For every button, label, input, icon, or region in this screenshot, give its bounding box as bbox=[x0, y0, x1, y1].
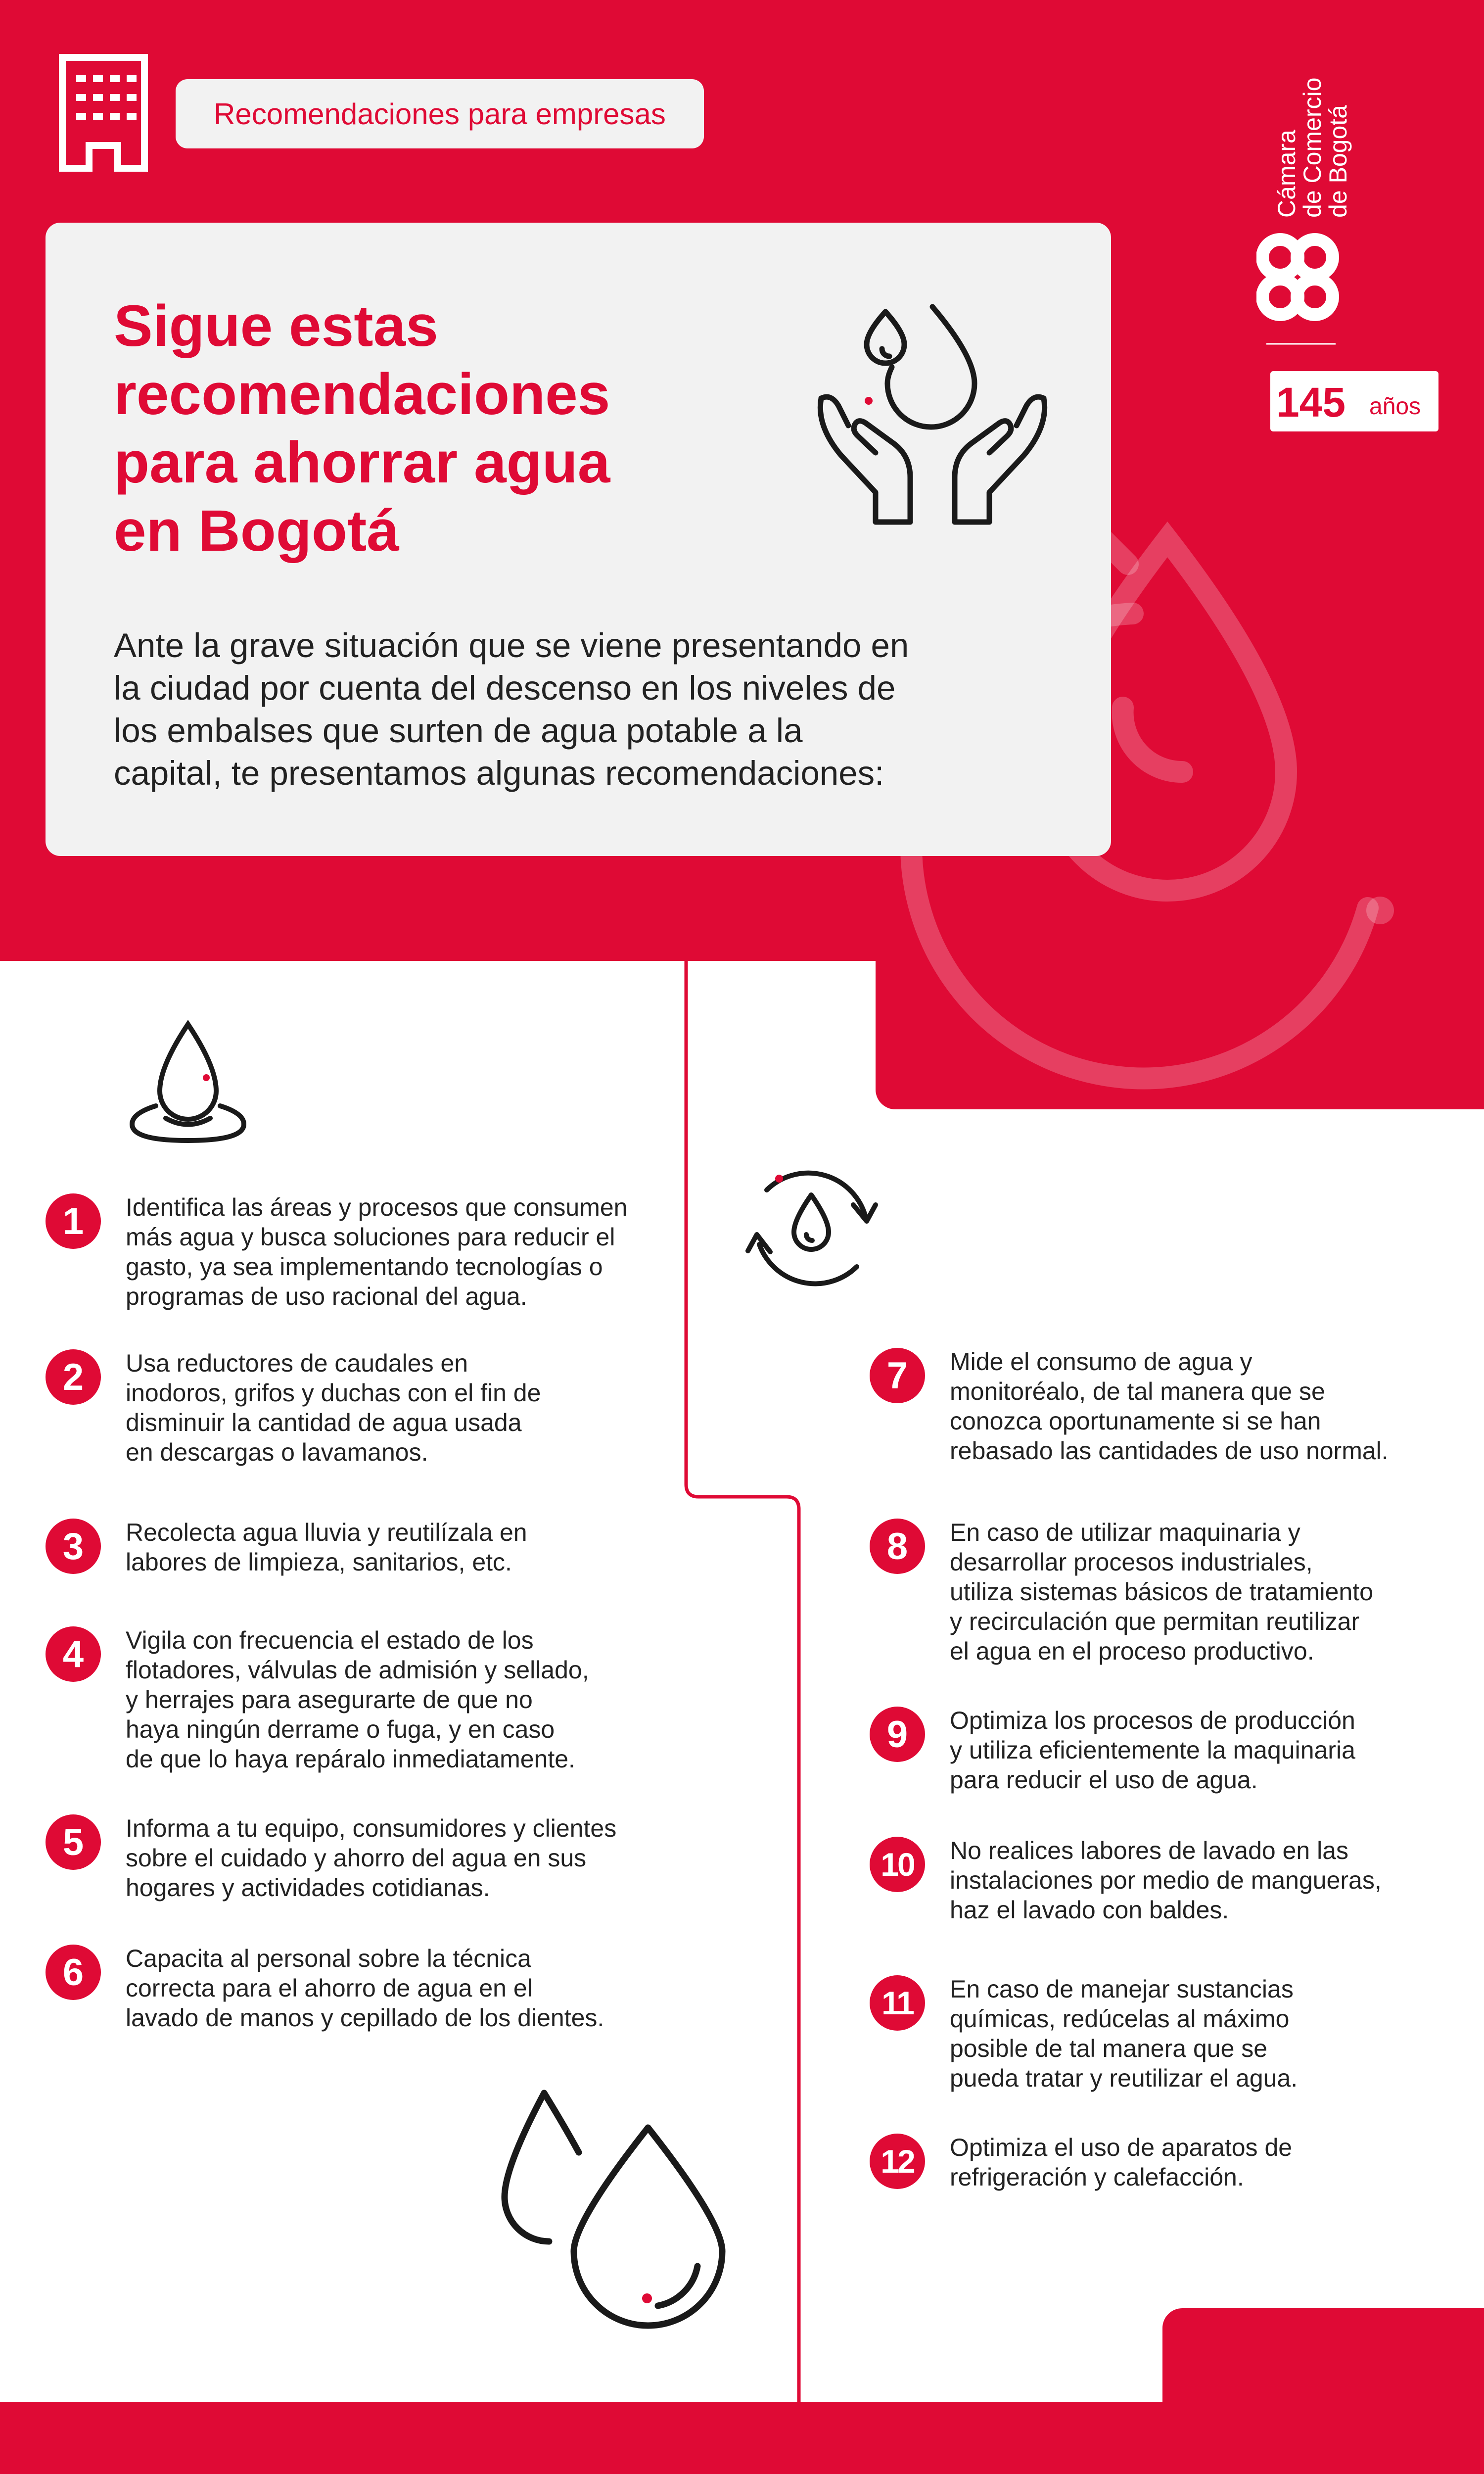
intro-line: capital, te presentamos algunas recomendaciones: bbox=[114, 754, 884, 792]
logo-line-3: de Bogotá bbox=[1324, 105, 1352, 218]
item-number: 6 bbox=[46, 1945, 101, 2000]
title-line: Sigue estas bbox=[114, 293, 438, 359]
title-line: en Bogotá bbox=[114, 498, 399, 564]
item-number: 5 bbox=[46, 1814, 101, 1870]
recommendation-item bbox=[870, 1518, 1463, 1666]
item-number: 11 bbox=[870, 1975, 925, 2031]
item-number: 4 bbox=[46, 1626, 101, 1682]
recommendation-item bbox=[46, 1944, 674, 2033]
category-tag: Recomendaciones para empresas bbox=[176, 79, 704, 148]
item-number: 1 bbox=[46, 1193, 101, 1249]
item-text: Informa a tu equipo, consumidores y clientes sobre el cuidado y ahorro del agua en sus hogares y actividades cotidianas. bbox=[126, 1814, 617, 1902]
item-text: Optimiza los procesos de producción y utiliza eficientemente la maquinaria para reducir el uso de agua. bbox=[950, 1707, 1355, 1794]
recommendation-item bbox=[870, 2133, 1463, 2192]
water-cycle-icon bbox=[742, 1158, 881, 1296]
water-drops-icon bbox=[495, 2078, 732, 2335]
logo-word: años bbox=[1369, 393, 1421, 420]
item-text: Recolecta agua lluvia y reutilízala en labores de limpieza, sanitarios, etc. bbox=[126, 1519, 527, 1576]
water-drop-icon bbox=[126, 1019, 250, 1148]
item-text: Mide el consumo de agua y monitoréalo, de tal manera que se conozca oportunamente si se han rebasado las cantidades de uso normal. bbox=[950, 1348, 1389, 1465]
recommendation-item bbox=[870, 1706, 1463, 1795]
title-line: recomendaciones bbox=[114, 362, 610, 427]
item-number: 2 bbox=[46, 1349, 101, 1405]
item-text: Identifica las áreas y procesos que consumen más agua y busca soluciones para reducir el gasto, ya sea implementando tecnologías o programas de uso racional del agua. bbox=[126, 1193, 628, 1310]
item-text: Vigila con frecuencia el estado de los flotadores, válvulas de admisión y sellado, y herrajes para asegurarte de que no haya ningún derrame o fuga, y en caso de que lo haya repáralo inmediatamente. bbox=[126, 1626, 589, 1773]
intro-line: los embalses que surten de agua potable a la bbox=[114, 712, 803, 750]
item-text: Usa reductores de caudales en inodoros, grifos y duchas con el fin de disminuir la cantidad de agua usada en descargas o lavamanos. bbox=[126, 1349, 541, 1466]
hands-water-icon bbox=[811, 302, 1054, 544]
item-number: 3 bbox=[46, 1519, 101, 1574]
recommendation-item bbox=[46, 1813, 674, 1903]
item-number: 7 bbox=[870, 1348, 925, 1403]
title-line: para ahorrar agua bbox=[114, 430, 610, 495]
item-text: Optimiza el uso de aparatos de refrigeración y calefacción. bbox=[950, 2134, 1293, 2191]
logo-line-1: Cámara bbox=[1273, 130, 1300, 218]
item-number: 10 bbox=[870, 1837, 925, 1892]
recommendation-item bbox=[46, 1192, 674, 1311]
item-number: 12 bbox=[870, 2134, 925, 2189]
intro-paragraph bbox=[114, 624, 979, 795]
page-title bbox=[114, 292, 757, 565]
recommendation-item bbox=[870, 1347, 1463, 1466]
item-text: No realices labores de lavado en las instalaciones por medio de mangueras, haz el lavado con baldes. bbox=[950, 1837, 1382, 1924]
logo-number: 145 bbox=[1276, 379, 1346, 426]
recommendation-item bbox=[46, 1518, 674, 1577]
chamber-logo bbox=[1256, 54, 1454, 450]
intro-line: la ciudad por cuenta del descenso en los niveles de bbox=[114, 669, 896, 707]
intro-line: Ante la grave situación que se viene presentando en bbox=[114, 626, 909, 665]
item-text: En caso de manejar sustancias químicas, redúcelas al máximo posible de tal manera que se pueda tratar y reutilizar el agua. bbox=[950, 1975, 1298, 2092]
recommendation-item bbox=[46, 1625, 674, 1774]
footer-background bbox=[0, 2402, 1484, 2474]
item-number: 8 bbox=[870, 1519, 925, 1574]
logo-line-2: de Comercio bbox=[1298, 77, 1326, 218]
item-number: 9 bbox=[870, 1707, 925, 1762]
building-icon bbox=[58, 53, 148, 172]
recommendation-item bbox=[870, 1974, 1463, 2093]
item-text: En caso de utilizar maquinaria y desarrollar procesos industriales, utiliza sistemas básicos de tratamiento y recirculación que permitan reutilizar el agua en el proceso productivo. bbox=[950, 1519, 1373, 1665]
decor-red-block-bottom bbox=[1162, 2308, 1484, 2407]
recommendation-item bbox=[870, 1836, 1463, 1925]
recommendation-item bbox=[46, 1348, 674, 1467]
item-text: Capacita al personal sobre la técnica correcta para el ahorro de agua en el lavado de manos y cepillado de los dientes. bbox=[126, 1945, 604, 2032]
